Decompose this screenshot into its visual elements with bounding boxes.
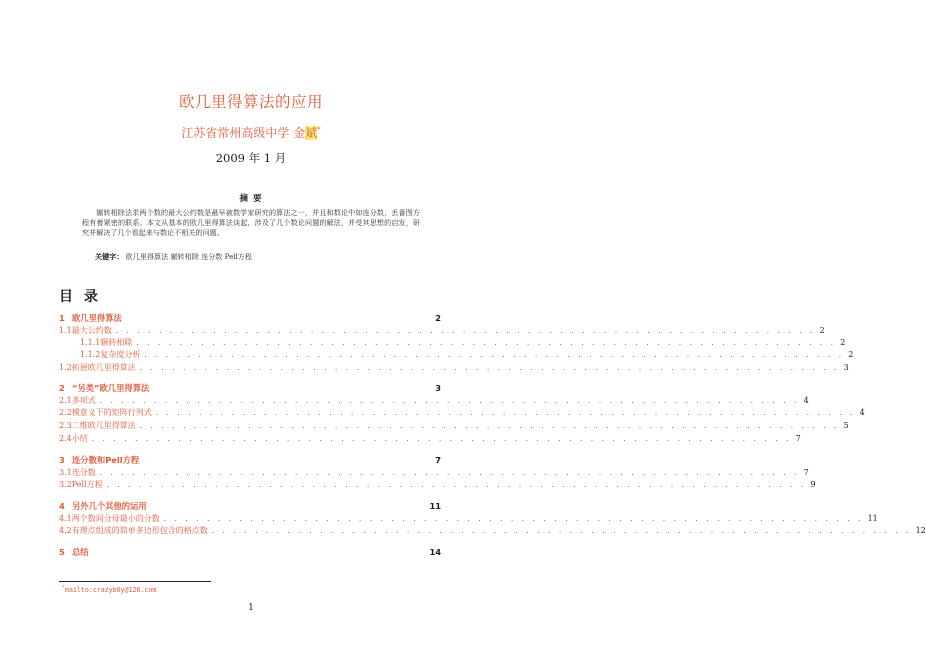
author-line (0, 124, 502, 141)
toc-entry-number: 1.1.2 (80, 350, 101, 359)
toc-entry-number: 1.1.1 (80, 338, 101, 347)
toc-entry-number: 3.2 (59, 480, 72, 489)
toc-entry[interactable] (59, 454, 441, 466)
toc-entry-page: 2 (848, 350, 854, 359)
paper-title: 欧几里得算法的应用 (178, 93, 323, 111)
toc-entry-title[interactable]: 两个数间分母最小的分数 (71, 514, 160, 523)
toc-entry-number: 2.1 (59, 396, 72, 405)
toc-leader-dots: . . . . . . . . . . . . . . . . . . . . . . . . . . . . . . . . . . . . . . . . . . . . . . . . . . . . . . . . . . . . . . . . . (163, 515, 864, 523)
toc-entry[interactable] (59, 325, 825, 337)
toc-entry-number: 2.2 (59, 408, 72, 417)
toc-entry-number: 3.1 (59, 468, 72, 477)
toc-leader-dots: . . . . . . . . . . . . . . . . . . . . . . . . . . . . . . . . . . . . . . . . . . . . . . . . . . . . . . . . . . . . . . . . . (155, 409, 856, 417)
toc-leader-dots: . . . . . . . . . . . . . . . . . . . . . . . . . . . . . . . . . . . . . . . . . . . . . . . . . . . . . . . . . . . . . . . . . (115, 327, 816, 335)
toc-leader-dots: . . . . . . . . . . . . . . . . . . . . . . . . . . . . . . . . . . . . . . . . . . . . . . . . . . . . . . . . . . . . . . . . . (136, 339, 837, 347)
toc-entry[interactable] (80, 337, 846, 349)
toc-entry-page: 14 (429, 547, 441, 557)
toc-heading: 目 录 (59, 289, 101, 305)
toc-leader-dots: . . . . . . . . . . . . . . . . . . . . . . . . . . . . . . . . . . . . . . . . . . . . . . . . . . . . . . . . . . . . . . . . . (139, 422, 840, 430)
toc-entry-page: 9 (810, 480, 816, 489)
toc-entry-page: 4 (803, 396, 809, 405)
toc-entry-page: 11 (429, 501, 441, 511)
toc-entry-number: 2.3 (59, 421, 72, 430)
toc-entry[interactable] (59, 433, 801, 445)
toc-entry[interactable] (59, 362, 849, 374)
toc-entry-title[interactable]: 复杂度分析 (100, 350, 141, 359)
toc-entry-number: 1 (59, 313, 65, 323)
toc-leader-dots: . . . . . . . . . . . . . . . . . . . . . . . . . . . . . . . . . . . . . . . . . . . . . . . . . . . . . . . . . . . . . . . . . (139, 364, 840, 372)
keywords-line (95, 252, 252, 262)
toc-entry-title[interactable]: 欧几里得算法 (72, 313, 122, 323)
toc-entry-title[interactable]: 连分数和Pell方程 (72, 455, 140, 465)
toc-entry-title[interactable]: Pell方程 (71, 480, 103, 489)
footnote-mark: * (62, 585, 66, 591)
toc-entry-page: 12 (915, 526, 926, 535)
toc-entry[interactable] (59, 395, 809, 407)
abstract-heading: 摘 要 (239, 194, 263, 204)
footnote-email-link[interactable]: mailto:crazyb0y@126.com (65, 586, 157, 595)
toc-entry-number: 3 (59, 455, 65, 465)
toc-entry[interactable] (59, 479, 816, 491)
toc-entry-title[interactable]: 小结 (71, 434, 88, 443)
toc-entry-title[interactable]: 总结 (72, 547, 89, 557)
toc-entry-number: 4 (59, 501, 65, 511)
toc-entry-page: 3 (435, 383, 441, 393)
toc-entry-number: 4.1 (59, 514, 72, 523)
toc-entry-title[interactable]: 二维欧几里得算法 (71, 421, 136, 430)
toc-entry-title[interactable]: 最大公约数 (71, 326, 112, 335)
toc-entry-page: 4 (859, 408, 865, 417)
toc-entry[interactable] (59, 525, 926, 537)
toc-entry[interactable] (59, 467, 809, 479)
page-number: 1 (248, 603, 254, 613)
keywords-label: 关键字： (95, 252, 124, 261)
author-footnote-mark[interactable]: * (317, 126, 321, 134)
toc-entry-page: 3 (843, 363, 849, 372)
toc-entry-page: 7 (803, 468, 809, 477)
toc-entry[interactable] (59, 513, 878, 525)
toc-entry[interactable] (59, 312, 441, 324)
toc-leader-dots: . . . . . . . . . . . . . . . . . . . . . . . . . . . . . . . . . . . . . . . . . . . . . . . . . . . . . . . . . . . . . . . . . (99, 397, 800, 405)
toc-entry[interactable] (80, 349, 854, 361)
toc-entry-page: 2 (840, 338, 846, 347)
author-affiliation: 江苏省常州高级中学 金 (181, 126, 306, 140)
toc-entry-title[interactable]: 模意义下的矩阵行列式 (71, 408, 152, 417)
toc-entry-page: 5 (843, 421, 849, 430)
toc-leader-dots: . . . . . . . . . . . . . . . . . . . . . . . . . . . . . . . . . . . . . . . . . . . . . . . . . . . . . . . . . . . . . . . . . (211, 527, 912, 535)
toc-entry[interactable] (59, 500, 441, 512)
toc-entry-title[interactable]: 拓展欧几里得算法 (71, 363, 136, 372)
author-name-highlight: 斌 (305, 126, 318, 140)
toc-entry-number: 2.4 (59, 434, 72, 443)
toc-entry-number: 2 (59, 383, 65, 393)
toc-entry-page: 7 (795, 434, 801, 443)
toc-entry-number: 4.2 (59, 526, 72, 535)
toc-entry[interactable] (59, 407, 865, 419)
paper-date: 2009 年 1 月 (215, 151, 287, 165)
toc-entry-title[interactable]: 连分数 (71, 468, 96, 477)
toc-entry-title[interactable]: 另外几个其他的运用 (72, 501, 147, 511)
toc-entry-title[interactable]: 有理点组成的简单多边形包含的格点数 (71, 526, 208, 535)
toc-entry-number: 1.1 (59, 326, 72, 335)
toc-entry-page: 2 (819, 326, 825, 335)
toc-leader-dots: . . . . . . . . . . . . . . . . . . . . . . . . . . . . . . . . . . . . . . . . . . . . . . . . . . . . . . . . . . . . . . . . . (99, 469, 800, 477)
footnote-rule (59, 581, 211, 582)
toc-entry-number: 5 (59, 547, 65, 557)
toc-entry[interactable] (59, 382, 441, 394)
keywords-text: 欧几里得算法 辗转相除 连分数 Pell方程 (125, 252, 253, 261)
toc-entry-title[interactable]: “另类”欧几里得算法 (72, 383, 150, 393)
abstract-body: 辗转相除法求两个数的最大公约数是最早被数学家研究的算法之一，并且和数论中如连分数，丢番图方程有着紧密的联系。本文从基本的欧几里得算法谈起，涉及了几个数论问题的解法，并受其思想的启发，研究并解决了几个看起来与数论不相关的问题。 (82, 208, 420, 238)
toc-leader-dots: . . . . . . . . . . . . . . . . . . . . . . . . . . . . . . . . . . . . . . . . . . . . . . . . . . . . . . . . . . . . . . . . . (91, 435, 792, 443)
toc-entry[interactable] (59, 546, 441, 558)
toc-entry[interactable] (59, 420, 849, 432)
toc-entry-page: 2 (435, 313, 441, 323)
toc-leader-dots: . . . . . . . . . . . . . . . . . . . . . . . . . . . . . . . . . . . . . . . . . . . . . . . . . . . . . . . . . . . . . . . . . (106, 481, 807, 489)
toc-entry-page: 11 (867, 514, 878, 523)
toc-entry-title[interactable]: 多项式 (71, 396, 96, 405)
toc-entry-page: 7 (435, 455, 441, 465)
toc-entry-number: 1.2 (59, 363, 72, 372)
footnote (62, 585, 156, 594)
toc-leader-dots: . . . . . . . . . . . . . . . . . . . . . . . . . . . . . . . . . . . . . . . . . . . . . . . . . . . . . . . . . . . . . . . . . (144, 351, 845, 359)
toc-entry-title[interactable]: 辗转相除 (100, 338, 133, 347)
